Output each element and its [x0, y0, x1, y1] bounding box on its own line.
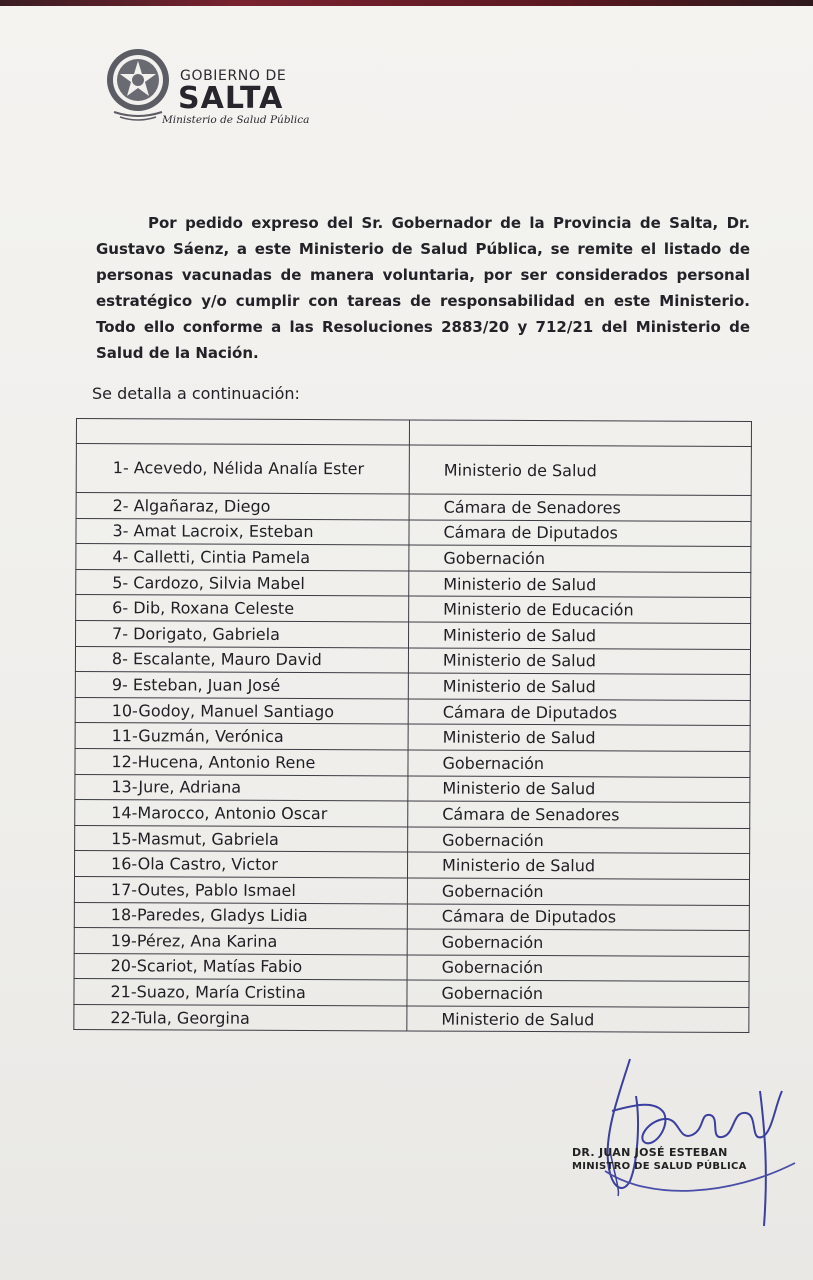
- intro-line: Se detalla a continuación:: [92, 384, 300, 403]
- government-logo: [104, 46, 310, 136]
- main-paragraph: Por pedido expreso del Sr. Gobernador de la Provincia de Salta, Dr. Gustavo Sáenz, a este Ministerio de Salud Pública, se remite el listado de personas vacunadas de manera voluntaria, por ser considerados personal estratégico y/o cumplir con tareas de responsabilidad en este Ministerio. Todo ello conforme a las Resoluciones 2883/20 y 712/21 del Ministerio de Salud de la Nación.: [96, 214, 750, 362]
- table-row: [76, 518, 751, 547]
- organization-cell: Ministerio de Salud: [409, 445, 751, 495]
- person-name-cell: 5- Cardozo, Silvia Mabel: [76, 569, 409, 596]
- organization-cell: Gobernación: [408, 827, 750, 854]
- table-row: [74, 902, 749, 931]
- organization-cell: Gobernación: [407, 980, 749, 1007]
- organization-cell: Cámara de Senadores: [408, 801, 750, 828]
- organization-cell: Gobernación: [408, 750, 750, 777]
- person-name-cell: 3- Amat Lacroix, Esteban: [76, 518, 409, 545]
- person-name-cell: 7- Dorigato, Gabriela: [76, 620, 409, 647]
- person-name-cell: 2- Algañaraz, Diego: [76, 493, 409, 520]
- person-name-cell: 16-Ola Castro, Victor: [74, 851, 407, 878]
- person-name-cell: 4- Calletti, Cintia Pamela: [76, 544, 409, 571]
- organization-cell: Cámara de Diputados: [408, 699, 750, 726]
- table-row: [75, 697, 750, 726]
- table-row: [76, 595, 751, 624]
- person-name-cell: 20-Scariot, Matías Fabio: [74, 953, 407, 980]
- table-row: [76, 444, 751, 496]
- vaccinated-list-table: [73, 418, 752, 1033]
- header-cell-org: [409, 420, 751, 446]
- organization-cell: Cámara de Diputados: [409, 520, 751, 547]
- table-row: [74, 953, 749, 982]
- person-name-cell: 19-Pérez, Ana Karina: [74, 928, 407, 955]
- table-row: [76, 569, 751, 598]
- organization-cell: Ministerio de Salud: [409, 571, 751, 598]
- organization-cell: Gobernación: [407, 929, 749, 956]
- organization-cell: Ministerio de Salud: [407, 1006, 749, 1033]
- organization-cell: Cámara de Senadores: [409, 494, 751, 521]
- person-name-cell: 10-Godoy, Manuel Santiago: [75, 697, 408, 724]
- document-page: [0, 6, 813, 1280]
- person-name-cell: 6- Dib, Roxana Celeste: [76, 595, 409, 622]
- person-name-cell: 15-Masmut, Gabriela: [75, 825, 408, 852]
- table-row: [74, 1004, 749, 1033]
- table-header-row: [76, 419, 751, 447]
- organization-cell: Gobernación: [409, 545, 751, 572]
- person-name-cell: 11-Guzmán, Verónica: [75, 723, 408, 750]
- person-name-cell: 14-Marocco, Antonio Oscar: [75, 800, 408, 827]
- person-name-cell: 8- Escalante, Mauro David: [75, 646, 408, 673]
- table-row: [76, 620, 751, 649]
- table-row: [76, 544, 751, 573]
- person-name-cell: 22-Tula, Georgina: [74, 1004, 407, 1031]
- signatory-name: DR. JUAN JOSÉ ESTEBAN: [572, 1146, 728, 1159]
- signatory-title: MINISTRO DE SALUD PÚBLICA: [572, 1161, 747, 1172]
- table-row: [75, 723, 750, 752]
- organization-cell: Ministerio de Salud: [408, 673, 750, 700]
- organization-cell: Ministerio de Salud: [408, 724, 750, 751]
- table-row: [75, 672, 750, 701]
- person-name-cell: 21-Suazo, María Cristina: [74, 979, 407, 1006]
- table-row: [75, 825, 750, 854]
- logo-ministry-subtitle: Ministerio de Salud Pública: [162, 114, 310, 126]
- table-row: [75, 774, 750, 803]
- table-row: [74, 876, 749, 905]
- table-row: [75, 646, 750, 675]
- table-row: [74, 851, 749, 880]
- logo-line-salta: SALTA: [178, 81, 284, 116]
- table-row: [74, 928, 749, 957]
- logo-line-gobierno: GOBIERNO DE: [180, 68, 287, 84]
- person-name-cell: 1- Acevedo, Nélida Analía Ester: [76, 444, 409, 494]
- organization-cell: Cámara de Diputados: [407, 903, 749, 930]
- table-row: [75, 748, 750, 777]
- organization-cell: Ministerio de Salud: [407, 852, 749, 879]
- organization-cell: Gobernación: [407, 878, 749, 905]
- organization-cell: Gobernación: [407, 955, 749, 982]
- person-name-cell: 13-Jure, Adriana: [75, 774, 408, 801]
- table-row: [76, 493, 751, 522]
- person-name-cell: 17-Outes, Pablo Ismael: [74, 876, 407, 903]
- table-row: [75, 800, 750, 829]
- organization-cell: Ministerio de Salud: [409, 622, 751, 649]
- person-name-cell: 12-Hucena, Antonio Rene: [75, 748, 408, 775]
- person-name-cell: 18-Paredes, Gladys Lidia: [74, 902, 407, 929]
- organization-cell: Ministerio de Educación: [409, 596, 751, 623]
- person-name-cell: 9- Esteban, Juan José: [75, 672, 408, 699]
- table-row: [74, 979, 749, 1008]
- organization-cell: Ministerio de Salud: [408, 648, 750, 675]
- organization-cell: Ministerio de Salud: [408, 775, 750, 802]
- header-cell-name: [76, 419, 409, 445]
